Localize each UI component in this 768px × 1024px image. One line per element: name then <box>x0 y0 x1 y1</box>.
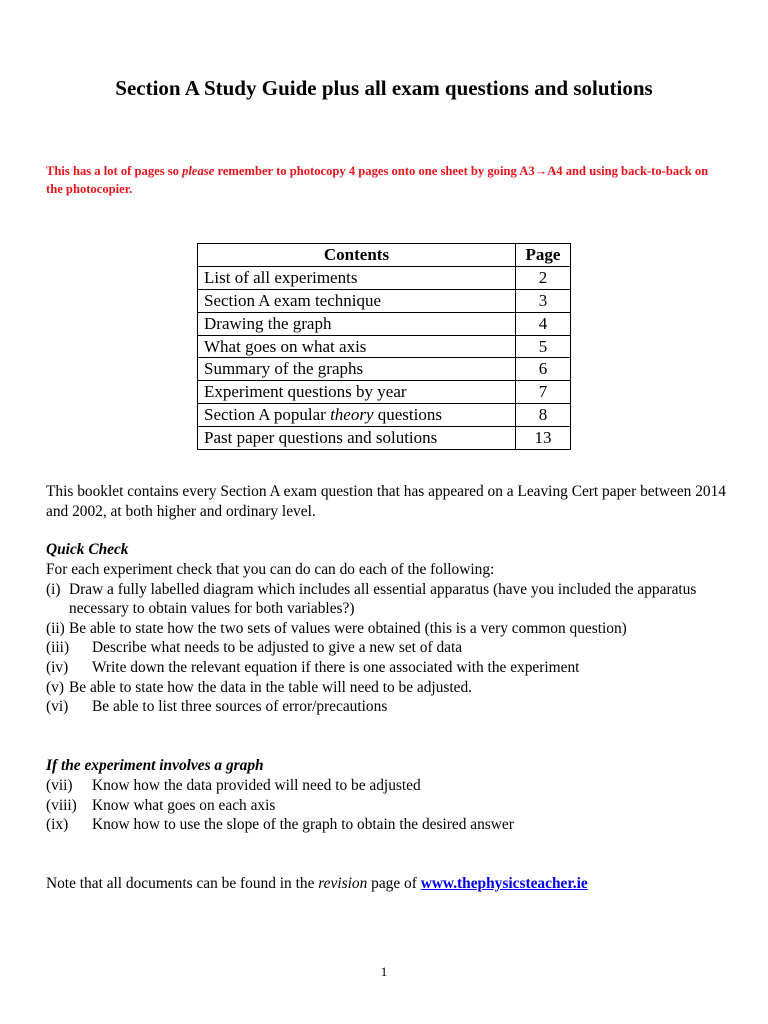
contents-topic: Drawing the graph <box>198 312 516 335</box>
contents-topic: Experiment questions by year <box>198 381 516 404</box>
note-text-start: Note that all documents can be found in the <box>46 875 319 892</box>
list-item-number: (viii) <box>46 796 77 814</box>
contents-topic-emphasis: theory <box>330 405 374 425</box>
contents-page-number: 8 <box>516 404 571 427</box>
contents-topic: List of all experiments <box>198 266 516 289</box>
table-row <box>198 381 571 404</box>
table-row <box>198 266 571 289</box>
list-item-number: (ix) <box>46 816 69 834</box>
list-item-text: Describe what needs to be adjusted to give a new set of data <box>92 639 463 657</box>
table-row <box>198 335 571 358</box>
page-title: Section A Study Guide plus all exam questions and solutions <box>115 76 653 100</box>
contents-topic: Section A exam technique <box>198 289 516 312</box>
contents-header-topic: Contents <box>198 244 516 267</box>
photocopy-notice <box>46 163 726 198</box>
list-item-text: Write down the relevant equation if there is one associated with the experiment <box>92 658 580 676</box>
contents-topic-end: questions <box>373 405 442 425</box>
contents-header-page: Page <box>516 244 571 267</box>
list-item-number: (iii) <box>46 639 70 657</box>
list-item-text: Know how to use the slope of the graph to obtain the desired answer <box>92 816 514 834</box>
list-item-text: Be able to list three sources of error/precautions <box>92 698 388 716</box>
list-item-number: (vi) <box>46 698 69 716</box>
contents-topic: What goes on what axis <box>198 335 516 358</box>
list-item <box>46 638 726 658</box>
contents-page-number: 7 <box>516 381 571 404</box>
quick-check-list <box>46 560 726 717</box>
contents-topic: Summary of the graphs <box>198 358 516 381</box>
list-item-number: (i) <box>46 580 61 598</box>
list-item-text: Draw a fully labelled diagram which includes all essential apparatus (have you included the apparatus necessary to obtain values for both variables?) <box>69 580 697 618</box>
list-item-text: Know how the data provided will need to be adjusted <box>92 777 421 794</box>
notice-emphasis: please <box>182 164 215 178</box>
list-item-text: Be able to state how the two sets of values were obtained (this is a very common question) <box>69 619 627 637</box>
list-item-number: (iv) <box>46 658 69 676</box>
contents-page-number: 4 <box>516 312 571 335</box>
notice-text-end: remember to photocopy 4 pages onto one sheet by going A3→A4 and using back-to-back on the photocopier. <box>46 164 709 196</box>
contents-page-number: 3 <box>516 289 571 312</box>
contents-topic-start: Section A popular <box>204 405 331 425</box>
list-item-text: Be able to state how the data in the table will need to be adjusted. <box>69 678 473 696</box>
table-row <box>198 312 571 335</box>
table-row <box>198 427 571 450</box>
graph-check-heading: If the experiment involves a graph <box>46 757 264 774</box>
list-item <box>46 580 726 619</box>
list-item <box>46 658 726 678</box>
contents-table <box>197 243 571 450</box>
note-text-middle: page of <box>367 875 421 892</box>
list-item <box>46 796 726 816</box>
website-link[interactable]: www.thephysicsteacher.ie <box>420 875 588 892</box>
list-item-number: (vii) <box>46 777 73 794</box>
graph-check-list <box>46 776 726 835</box>
contents-page-number: 2 <box>516 266 571 289</box>
contents-topic <box>198 404 516 427</box>
list-item <box>46 697 726 717</box>
quick-check-heading: Quick Check <box>46 541 129 558</box>
quick-check-lead: For each experiment check that you can do can do each of the following: <box>46 561 495 578</box>
contents-page-number: 6 <box>516 358 571 381</box>
list-item-text: Know what goes on each axis <box>92 796 276 814</box>
list-item <box>46 776 726 796</box>
contents-page-number: 13 <box>516 427 571 450</box>
contents-page-number: 5 <box>516 335 571 358</box>
list-item <box>46 678 726 698</box>
notice-text-start: This has a lot of pages so <box>46 164 183 178</box>
table-row <box>198 289 571 312</box>
list-item-number: (ii) <box>46 619 65 637</box>
note-emphasis: revision <box>318 875 368 892</box>
table-row <box>198 404 571 427</box>
table-row <box>198 358 571 381</box>
list-item <box>46 619 726 639</box>
list-item <box>46 815 726 835</box>
intro-paragraph: This booklet contains every Section A exam question that has appeared on a Leaving Cert paper between 2014 and 2002, at both higher and ordinary level. <box>46 483 726 520</box>
contents-topic: Past paper questions and solutions <box>198 427 516 450</box>
list-item-number: (v) <box>46 678 64 696</box>
documents-note <box>46 874 588 894</box>
page-number: 1 <box>380 964 388 979</box>
contents-header-row <box>198 244 571 267</box>
